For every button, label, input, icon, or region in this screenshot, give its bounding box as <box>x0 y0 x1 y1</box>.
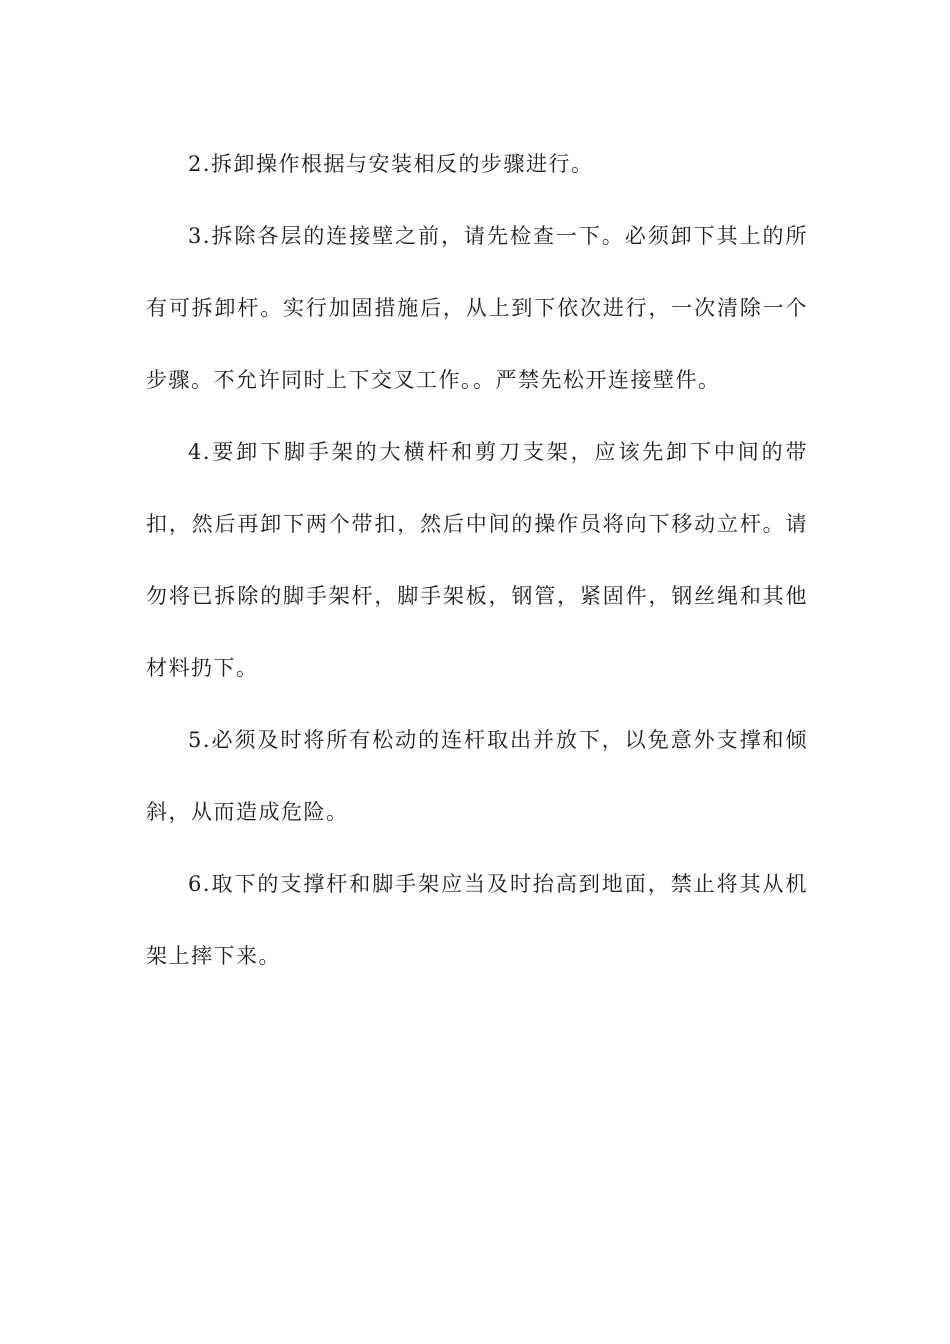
paragraph-step-2: 2.拆卸操作根据与安装相反的步骤进行。 <box>188 152 594 176</box>
paragraph-step-3: 3.拆除各层的连接壁之前，请先检查一下。必须卸下其上的所有可拆卸杆。实行加固措施后，从上到下依次进行，一次清除一个步骤。不允许同时上下交叉工作。。严禁先松开连接壁件。 <box>146 224 808 392</box>
paragraph-step-4: 4.要卸下脚手架的大横杆和剪刀支架，应该先卸下中间的带扣，然后再卸下两个带扣，然后中间的操作员将向下移动立杆。请勿将已拆除的脚手架杆，脚手架板，钢管，紧固件，钢丝绳和其他材料扔下。 <box>146 440 808 680</box>
document-body <box>146 128 808 992</box>
paragraph-step-6: 6.取下的支撑杆和脚手架应当及时抬高到地面，禁止将其从机架上摔下来。 <box>146 872 808 968</box>
paragraph-step-5: 5.必须及时将所有松动的连杆取出并放下，以免意外支撑和倾斜，从而造成危险。 <box>146 728 808 824</box>
